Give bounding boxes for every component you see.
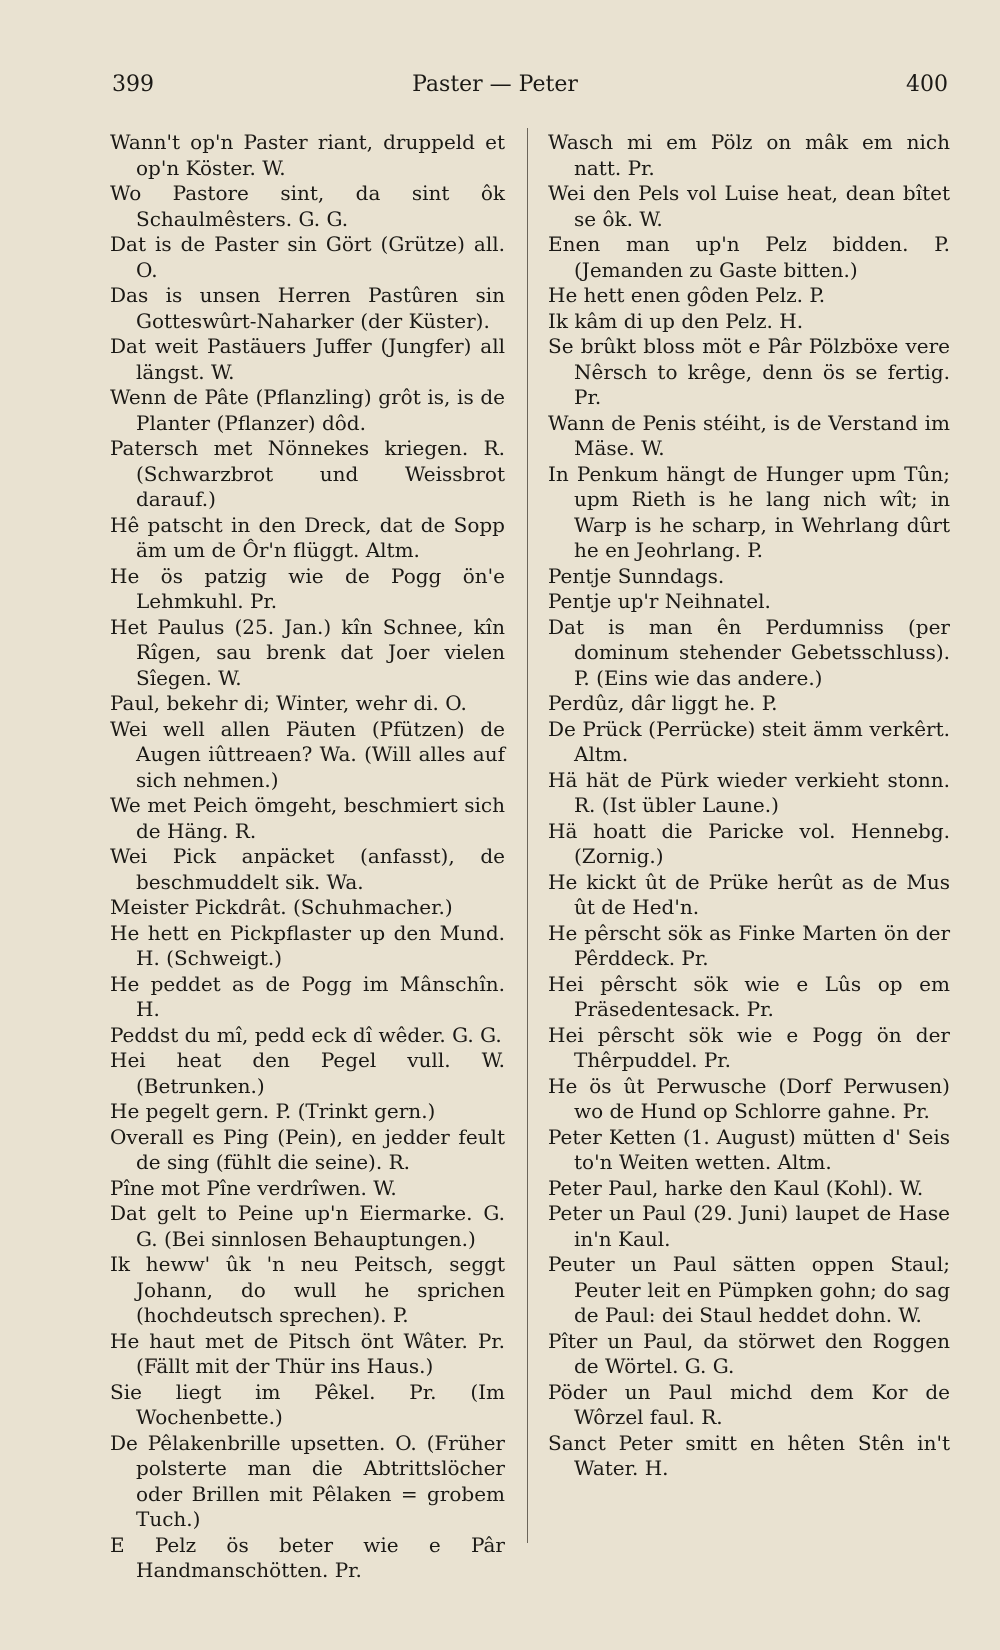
proverb-entry: He ös patzig wie de Pogg ön'e Lehmkuhl. Pr. [110,563,505,613]
proverb-entry: Wei well allen Päuten (Pfützen) de Augen iûttreaen? Wa. (Will alles auf sich nehmen.) [110,716,505,792]
proverb-entry: Hä hoatt die Paricke vol. Hennebg. (Zornig.) [548,818,950,868]
proverb-entry: Wasch mi em Pölz on mâk em nich natt. Pr. [548,130,950,180]
proverb-entry: Pîter un Paul, da störwet den Roggen de Wörtel. G. G. [548,1328,950,1378]
proverb-entry: He peddet as de Pogg im Mânschîn. H. [110,971,505,1021]
right-column [548,130,950,1482]
proverb-entry: We met Peich ömgeht, beschmiert sich de Häng. R. [110,793,505,843]
proverb-entry: Ik kâm di up den Pelz. H. [548,308,804,333]
proverb-entry: Dat is de Paster sin Gört (Grütze) all. O. [110,232,505,282]
page-header [112,72,948,108]
proverb-entry: He ös ût Perwusche (Dorf Perwusen) wo de Hund op Schlorre gahne. Pr. [548,1073,950,1123]
proverb-entry: Patersch met Nönnekes kriegen. R. (Schwarzbrot und Weissbrot darauf.) [110,436,505,511]
proverb-entry: Pîne mot Pîne verdrîwen. W. [110,1175,397,1200]
proverb-entry: Overall es Ping (Pein), en jedder feult de sing (fühlt die seine). R. [110,1124,505,1174]
proverb-entry: Peter Paul, harke den Kaul (Kohl). W. [548,1175,924,1200]
proverb-entry: Sie liegt im Pêkel. Pr. (Im Wochenbette.) [110,1379,505,1429]
proverb-entry: He pêrscht sök as Finke Marten ön der Pêrddeck. Pr. [548,920,950,970]
proverb-entry: Wann de Penis stéiht, is de Verstand im Mäse. W. [548,410,950,460]
proverb-entry: Dat is man ên Perdumniss (per dominum stehender Gebetsschluss). P. (Eins wie das andere.) [548,614,950,690]
proverb-entry: Enen man up'n Pelz bidden. P. (Jemanden zu Gaste bitten.) [548,232,950,282]
proverb-entry: In Penkum hängt de Hunger upm Tûn; upm Rieth is he lang nich wît; in Warp is he scharp, in Wehrlang dûrt he en Jeohrlang. P. [548,461,950,562]
left-column [110,130,505,1584]
proverb-entry: Wei den Pels vol Luise heat, dean bîtet se ôk. W. [548,181,950,231]
proverb-entry: Peter Ketten (1. August) mütten d' Seis to'n Weiten wetten. Altm. [548,1124,950,1174]
proverb-entry: Dat gelt to Peine up'n Eiermarke. G. G. (Bei sinnlosen Behauptungen.) [110,1201,505,1251]
page-number-right: 400 [906,72,948,97]
running-title: Paster — Peter [412,72,578,97]
proverb-entry: He pegelt gern. P. (Trinkt gern.) [110,1099,436,1123]
proverb-entry: Wenn de Pâte (Pflanzling) grôt is, is de Planter (Pflanzer) dôd. [110,385,505,435]
column-divider [527,128,528,1543]
proverb-entry: He hett enen gôden Pelz. P. [548,283,826,307]
proverb-entry: De Prück (Perrücke) steit ämm verkêrt. Altm. [548,716,950,766]
proverb-entry: Hei pêrscht sök wie e Pogg ön der Thêrpuddel. Pr. [548,1022,950,1072]
proverb-entry: Pentje Sunndags. [548,563,725,588]
proverb-entry: Hei heat den Pegel vull. W. (Betrunken.) [110,1048,505,1098]
proverb-entry: De Pêlakenbrille upsetten. O. (Früher polsterte man die Abtrittslöcher oder Brillen mit Pêlaken = grobem Tuch.) [110,1430,505,1531]
proverb-entry: Pöder un Paul michd dem Kor de Wôrzel faul. R. [548,1379,950,1429]
proverb-entry: He haut met de Pitsch önt Wâter. Pr. (Fällt mit der Thür ins Haus.) [110,1328,505,1378]
proverb-entry: Pentje up'r Neihnatel. [548,589,771,613]
proverb-entry: Hei pêrscht sök wie e Lûs op em Präsedentesack. Pr. [548,971,950,1021]
proverb-entry: Peter un Paul (29. Juni) laupet de Hase in'n Kaul. [548,1201,950,1251]
proverb-entry: Wann't op'n Paster riant, druppeld et op'n Köster. W. [110,130,505,180]
proverb-entry: Se brûkt bloss möt e Pâr Pölzböxe vere Nêrsch to krêge, denn ös se fertig. Pr. [548,334,950,409]
proverb-entry: E Pelz ös beter wie e Pâr Handmanschötten. Pr. [110,1532,505,1582]
proverb-entry: Wei Pick anpäcket (anfasst), de beschmuddelt sik. Wa. [110,844,505,894]
proverb-entry: Peddst du mî, pedd eck dî wêder. G. G. [110,1022,502,1047]
proverb-entry: Perdûz, dâr liggt he. P. [548,691,778,715]
proverb-entry: He hett en Pickpflaster up den Mund. H. (Schweigt.) [110,920,505,970]
proverb-entry: Paul, bekehr di; Winter, wehr di. O. [110,691,467,715]
proverb-entry: Dat weit Pastäuers Juffer (Jungfer) all längst. W. [110,334,505,384]
proverb-entry: Peuter un Paul sätten oppen Staul; Peuter leit en Pümpken gohn; do sag de Paul: dei Staul heddet dohn. W. [548,1252,950,1327]
proverb-entry: Wo Pastore sint, da sint ôk Schaulmêsters. G. G. [110,181,505,231]
proverb-entry: Hä hät de Pürk wieder verkieht stonn. R. (Ist übler Laune.) [548,767,950,817]
proverb-entry: Ik heww' ûk 'n neu Peitsch, seggt Johann, do wull he sprichen (hochdeutsch sprechen). P. [110,1252,505,1327]
proverb-entry: Meister Pickdrât. (Schuhmacher.) [110,895,453,919]
proverb-entry: Het Paulus (25. Jan.) kîn Schnee, kîn Rîgen, sau brenk dat Joer vielen Sîegen. W. [110,614,505,690]
proverb-entry: Das is unsen Herren Pastûren sin Gotteswûrt-Naharker (der Küster). [110,283,505,333]
proverb-entry: He kickt ût de Prüke herût as de Mus ût de Hed'n. [548,869,950,919]
proverb-entry: Hê patscht in den Dreck, dat de Sopp äm um de Ôr'n flüggt. Altm. [110,512,505,562]
proverb-entry: Sanct Peter smitt en hêten Stên in't Water. H. [548,1430,950,1480]
page-number-left: 399 [112,72,154,97]
